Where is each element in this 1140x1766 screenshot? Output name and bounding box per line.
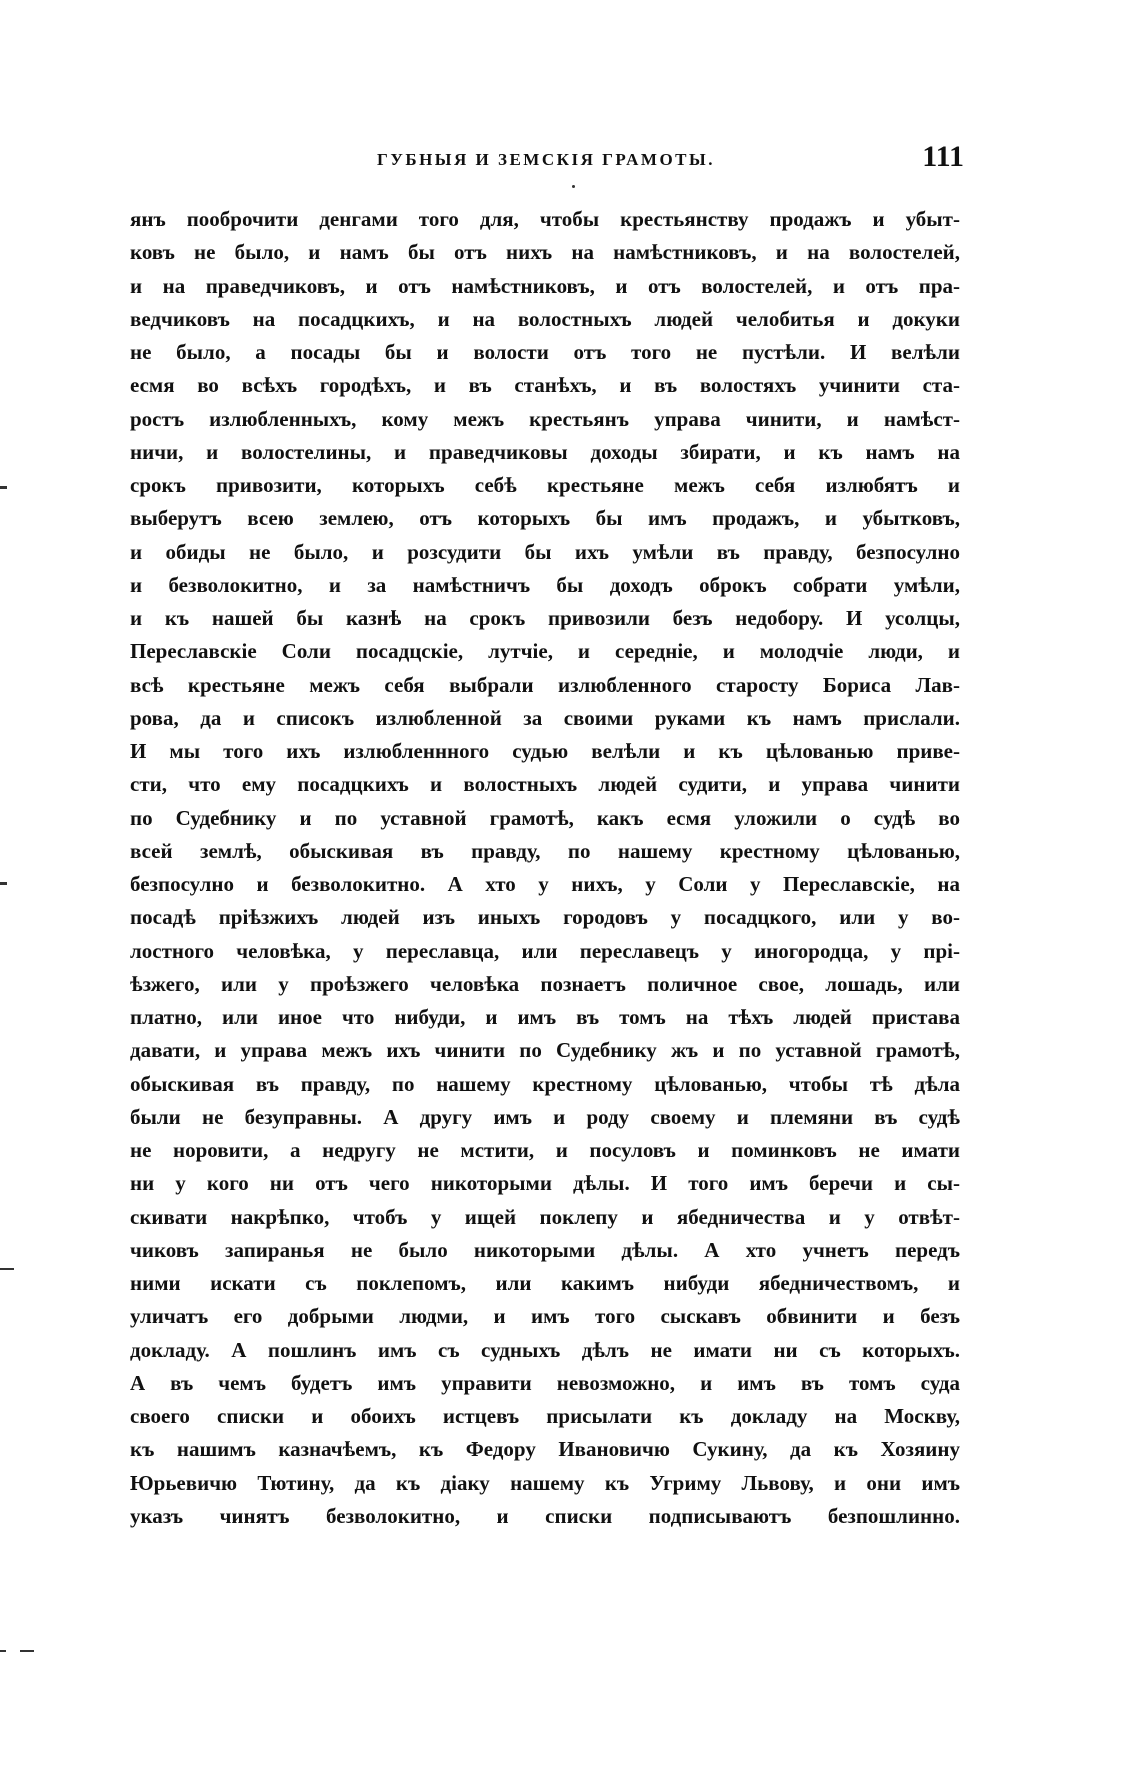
text-line: давати, и управа межъ ихъ чинити по Судебнику жъ и по уставной грамотѣ, — [130, 1038, 960, 1063]
margin-mark — [0, 882, 7, 885]
running-head — [128, 140, 964, 180]
margin-mark — [0, 1268, 14, 1270]
text-line: ни у кого ни отъ чего никоторыми дѣлы. И того имъ беречи и сы- — [130, 1171, 960, 1196]
text-line: ничи, и волостелины, и праведчиковы доходы збирати, и къ намъ на — [130, 439, 960, 464]
text-line: И мы того ихъ излюбленнного судью велѣли и къ цѣлованью приве- — [130, 739, 960, 763]
text-line: и безволокитно, и за намѣстничъ бы доходъ оброкъ собрати умѣли, — [130, 572, 960, 597]
text-line: Переславскіе Соли посадцскіе, лутчіе, и середніе, и молодчіе люди, и — [130, 639, 960, 664]
text-line: не было, а посады бы и волости отъ того не пустѣли. И велѣли — [130, 340, 960, 364]
text-line: указъ чинятъ безволокитно, и списки подписываютъ безпошлинно. — [130, 1503, 960, 1528]
text-line: и на праведчиковъ, и отъ намѣстниковъ, и отъ волостелей, и отъ пра- — [130, 273, 960, 298]
text-line: рова, да и списокъ излюбленной за своими руками къ намъ прислали. — [130, 705, 960, 730]
text-line: срокъ привозити, которыхъ себѣ крестьяне межъ себя излюбятъ и — [130, 473, 960, 497]
text-line: безпосулно и безволокитно. А хто у нихъ, у Соли у Переславскіе, на — [130, 872, 960, 896]
text-line: скивати накрѣпко, чтобъ у ищей поклепу и ябедничества и у отвѣт- — [130, 1204, 960, 1229]
text-line: выберутъ всею землею, отъ которыхъ бы имъ продажъ, и убытковъ, — [130, 506, 960, 531]
margin-mark — [0, 486, 7, 489]
text-line: А въ чемъ будетъ имъ управити невозможно, и имъ въ томъ суда — [130, 1370, 960, 1395]
ink-speck — [572, 185, 575, 188]
text-line: по Судебнику и по уставной грамотѣ, какъ есмя уложили о судѣ во — [130, 805, 960, 830]
text-line: посадѣ пріѣзжихъ людей изъ иныхъ городовъ у посадцкого, или у во- — [130, 905, 960, 930]
text-line: всѣ крестьяне межъ себя выбрали излюбленного старосту Бориса Лав- — [130, 672, 960, 697]
text-line: ѣзжего, или у проѣзжего человѣка познаетъ поличное свое, лошадь, или — [130, 971, 960, 996]
text-line: докладу. А пошлинъ имъ съ судныхъ дѣлъ не имати ни съ которыхъ. — [130, 1337, 960, 1362]
text-line: ними искати съ поклепомъ, или какимъ нибуди ябедничествомъ, и — [130, 1271, 960, 1295]
text-line: янъ пооброчити денгами того для, чтобы крестьянству продажъ и убыт- — [130, 207, 960, 231]
page-number: 111 — [922, 140, 964, 173]
text-line: платно, или иное что нибуди, и имъ въ томъ на тѣхъ людей пристава — [130, 1005, 960, 1029]
text-line: всей землѣ, обыскивая въ правду, по нашему крестному цѣлованью, — [130, 838, 960, 863]
margin-mark — [0, 1650, 6, 1652]
text-line: не норовити, а недругу не мстити, и посуловъ и поминковъ не имати — [130, 1138, 960, 1162]
text-line: и обиды не было, и розсудити бы ихъ умѣли въ правду, безпосулно — [130, 539, 960, 564]
text-line: сти, что ему посадцкихъ и волостныхъ людей судити, и управа чинити — [130, 772, 960, 797]
body-text — [130, 203, 960, 1533]
text-line: есмя во всѣхъ городѣхъ, и въ станѣхъ, и въ волостяхъ учинити ста- — [130, 373, 960, 398]
text-line: были не безуправны. А другу имъ и роду своему и племяни въ судѣ — [130, 1104, 960, 1129]
text-line: ковъ не было, и намъ бы отъ нихъ на намѣстниковъ, и на волостелей, — [130, 240, 960, 265]
text-line: Юрьевичю Тютину, да къ діаку нашему къ Угриму Львову, и они имъ — [130, 1470, 960, 1495]
margin-mark — [20, 1650, 34, 1652]
text-line: уличатъ его добрыми людми, и имъ того сыскавъ обвинити и безъ — [130, 1304, 960, 1329]
text-line: и къ нашей бы казнѣ на срокъ привозили безъ недобору. И усолцы, — [130, 606, 960, 630]
text-line: ведчиковъ на посадцкихъ, и на волостныхъ людей челобитья и докуки — [130, 306, 960, 331]
text-line: своего списки и обоихъ истцевъ присылати къ докладу на Москву, — [130, 1404, 960, 1428]
text-line: ростъ излюбленныхъ, кому межъ крестьянъ управа чинити, и намѣст- — [130, 406, 960, 431]
text-line: чиковъ запиранья не было никоторыми дѣлы. А хто учнетъ передъ — [130, 1237, 960, 1262]
text-line: обыскивая въ правду, по нашему крестному цѣлованью, чтобы тѣ дѣла — [130, 1071, 960, 1096]
running-title: ГУБНЫЯ И ЗЕМСКІЯ ГРАМОТЫ. — [377, 150, 715, 169]
text-line: къ нашимъ казначѣемъ, къ Федору Ивановичю Сукину, да къ Хозяину — [130, 1437, 960, 1462]
text-line: лостного человѣка, у переславца, или переславецъ у иногородца, у прі- — [130, 938, 960, 963]
